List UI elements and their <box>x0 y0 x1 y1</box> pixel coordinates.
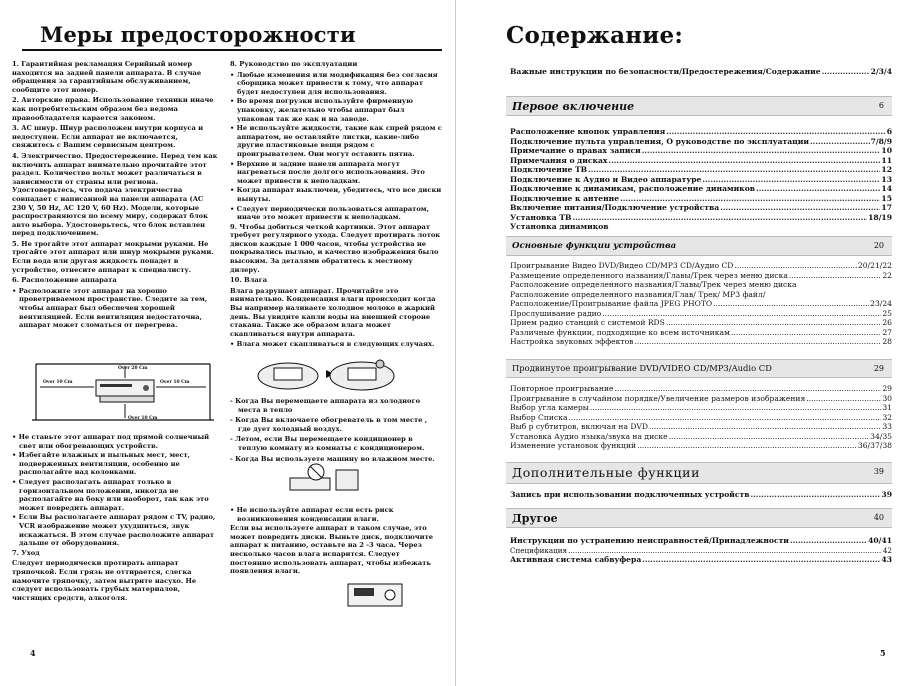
bullet-paragraph: • Расположите этот аппарат на хорошо проветриваемом пространстве. Следите за тем, чтобы аппарат был обеспечен хорошей вентиляцией. Если вентиляция недостаточна, аппарат может сломаться от перегрева. <box>12 286 208 330</box>
toc-entry-title: Включение питания/Подключение устройства <box>510 203 720 212</box>
contents-title: Содержание: <box>506 22 684 49</box>
toc-entry-title: Настройка звуковых эффектов <box>510 337 634 346</box>
toc-leader-dots <box>608 156 880 166</box>
bullet-paragraph: • Не ставьте этот аппарат под прямой солнечный свет или обогревающих устройств. <box>12 433 210 450</box>
toc-entry-title: Выбор Списка <box>510 412 568 422</box>
section-heading: Продвинутое проигрывание DVD/VIDEO CD/MP3/Audio CD <box>512 363 772 373</box>
toc-entry-page: 12 <box>881 165 892 174</box>
clearance-label-top: Over 20 Cm <box>118 366 148 371</box>
toc-entry-page: 11 <box>881 155 892 165</box>
toc-entry-page: 42 <box>882 545 892 555</box>
right-column-top <box>230 60 442 350</box>
toc-entry-title: Подключение к антенне <box>510 193 620 203</box>
bullet-paragraph: • Не используйте жидкости, такие как спрей рядом с аппаратом, не оставляйте листки, какие-либо другие пластиковые вещи рядом с проигрывателем. Они могут оставить пятна. <box>230 124 442 158</box>
toc-entry-page: 2/3/4 <box>870 67 892 76</box>
bullet-paragraph: • Верхние и задние панели аппарата могут нагреваться после долгого использования. Это может привести к неполадкам. <box>230 159 425 185</box>
section-paragraph: 2. Авторские права. Использование техники иначе как потребительским образом без ведома правообладателя карается законом. <box>12 96 214 122</box>
clearance-label-bottom: Over 10 Cm <box>128 416 158 421</box>
section-heading: Другое <box>512 512 558 525</box>
toc-leader-dots <box>790 536 867 546</box>
left-column-bottom <box>12 433 218 604</box>
toc-entry-title: Подключение ТВ <box>510 165 588 174</box>
toc-entry[interactable] <box>510 261 892 271</box>
toc-entry[interactable] <box>510 318 892 328</box>
section-paragraph: 3. AC шнур. Шнур расположен внутри корпуса и недоступен. Если аппарат не включается, свяжитесь с Вашим сервисным центром. <box>12 124 204 150</box>
bullet-paragraph: • Любые изменения или модификация без согласия сборщика может привести к тому, что аппарат будет недоступен для использования. <box>230 70 438 96</box>
toc-entry-page: 23/24 <box>870 299 892 308</box>
section-paragraph: 7. Уход <box>12 548 40 557</box>
toc-entry[interactable] <box>510 127 892 137</box>
toc-entry-page: 33 <box>882 422 892 431</box>
toc-entry-page: 17 <box>881 203 892 212</box>
condensation-illustration <box>250 350 400 395</box>
unit-clock-illustration <box>340 578 410 612</box>
toc-entry-page: 7/8/9 <box>870 136 892 146</box>
toc-entry[interactable] <box>510 290 892 300</box>
toc-entry[interactable] <box>510 490 892 500</box>
toc-entry[interactable] <box>510 165 892 175</box>
page-number: 4 <box>30 648 36 658</box>
toc-entry[interactable] <box>510 213 892 223</box>
section-heading: Первое включение <box>512 100 635 113</box>
section-page: 20 <box>873 241 884 250</box>
section-paragraph: 4. Электричество. Предостережение. Перед тем как включить аппарат внимательно прочитайте этот раздел. Количество вольт может различаться в зависимости от страны или региона. Удостоверьтесь, что подача электричества совпадает с написанной на панели аппарата (AC 230 V, 50 Hz, AC 120 V, 60 Hz). Модели, которые распространяются по всему миру, содержат блок авто выбора. Удостоверьтесь, что блок вставлен перед подключением. <box>12 151 218 238</box>
section-band-first-start <box>506 96 892 116</box>
section-paragraph: 8. Руководство по эксплуатации <box>230 60 358 68</box>
toc-entry[interactable] <box>510 432 892 442</box>
toc-entry[interactable] <box>510 337 892 347</box>
section-heading: Основные функции устройства <box>512 241 677 251</box>
toc-entry[interactable] <box>510 203 892 213</box>
toc-entry-page: 26 <box>882 318 892 327</box>
toc-leader-dots <box>642 146 881 156</box>
bullet-paragraph: • Следует располагать аппарат только в горизонтальном положении, никогда не располагайте на боку или наоборот, так как это может повредить аппарат. <box>12 477 209 512</box>
section-band-advanced-playback <box>506 359 892 378</box>
toc-entry-page: 20/21/22 <box>857 261 892 270</box>
toc-entry-page: 18/19 <box>868 212 892 222</box>
toc-entry[interactable] <box>510 156 892 166</box>
toc-entry-title: Расположение/Проигрывание файла JPEG PHOTO <box>510 299 713 308</box>
toc-entry-title: Прослушивание радио <box>510 308 602 318</box>
toc-entry[interactable] <box>510 328 892 338</box>
toc-entry-title: Выбор угла камеры <box>510 403 589 412</box>
toc-entry-title: Примечание о правах записи <box>510 146 641 155</box>
toc-leader-dots <box>713 299 869 309</box>
section-paragraph: Следует периодически протирать аппарат тряпочкой. Если грязь не оттирается, слегка намочите тряпочку, затем вытрите насухо. Не следует использовать грубых материалов, чистящих средств, алкоголя. <box>12 559 197 602</box>
toc-entry-page: 28 <box>882 337 892 346</box>
toc-entry[interactable] <box>510 299 892 309</box>
toc-leader-dots <box>666 127 885 137</box>
bullet-paragraph: • Во время погрузки используйте фирменную упаковку, желательно чтобы аппарат был упакован так же как и на заводе. <box>230 97 414 123</box>
toc-entry-title: Проигрывание в случайном порядке/Увеличение размеров изображения <box>510 393 806 403</box>
toc-entry-title: Различные функции, подходящие ко всем источникам <box>510 327 730 337</box>
toc-leader-dots <box>789 271 881 281</box>
condensation-cases <box>230 397 442 465</box>
section-paragraph: 10. Влага <box>230 276 268 285</box>
section-paragraph: Влага разрушает аппарат. Прочитайте это внимательно. Конденсация влаги происходит когда Вы например наливаете холодное молоко в жаркий день. Вы увидите капли воды на внешней стороне стакана. Также же образом влага может скапливаться внутри аппарата. <box>230 286 436 338</box>
toc-entry-page: 13 <box>881 174 892 184</box>
toc-entry-page: 31 <box>882 403 892 412</box>
toc-leader-dots <box>734 261 856 271</box>
bullet-paragraph: • Не используйте аппарат если есть риск возникновения конденсации влаги. <box>230 506 394 523</box>
toc-entry[interactable] <box>510 413 892 423</box>
toc-entry-page: 22 <box>882 270 892 280</box>
toc-entry-title: Активная система сабвуфера <box>510 555 642 564</box>
toc-entry-title: Установка ТВ <box>510 212 572 222</box>
toc-entry-title: Примечания о дисках <box>510 155 608 165</box>
toc-entry-title: Подключение пульта управления, О руководстве по эксплуатации <box>510 136 810 146</box>
section-paragraph: 9. Чтобы добиться четкой картинки. Этот аппарат требует регулярного ухода. Следует протирать лоток дисков каждые 1 000 часов, чтобы устройства не покрывались пылью, и качество изображения было высоким. За деталями обратитесь к местному дилеру. <box>230 222 441 274</box>
toc-entry-title: Установка Аудио языка/звука на диске <box>510 431 668 441</box>
toc-leader-dots <box>572 213 867 223</box>
right-column-bottom <box>230 506 442 578</box>
toc-entry-page: 6 <box>886 127 892 136</box>
toc-leader-dots <box>637 441 857 451</box>
toc-entry-title: Расположение определенного названия/Глав/ Трек/ МP3 файл/ <box>510 289 766 299</box>
toc-leader-dots <box>751 490 881 500</box>
dash-item: - Когда Вы перемещаете аппарата из холодного места в тепло <box>230 397 421 414</box>
toc-entry-title: Повторное проигрывание <box>510 384 614 393</box>
toc-entry-page: 40/41 <box>868 536 892 545</box>
toc-leader-dots <box>731 328 881 338</box>
toc-leader-dots <box>615 384 882 394</box>
toc-entry-title: Инструкции по устранению неисправностей/Принадлежности <box>510 536 789 545</box>
toc-leader-dots <box>806 394 881 404</box>
toc-entry-page: 39 <box>881 490 892 499</box>
toc-entry-title: Важные инструкции по безопасности/Предостережения/Содержание <box>510 67 821 76</box>
toc-entry-title: Запись при использовании подключенных устройств <box>510 490 750 499</box>
toc-leader-dots <box>620 194 880 204</box>
toc-entry[interactable] <box>510 422 892 432</box>
clearance-label-left: Over 10 Cm <box>43 380 73 385</box>
toc-leader-dots <box>669 432 869 442</box>
toc-leader-dots <box>590 403 881 413</box>
toc-entry[interactable] <box>510 271 892 281</box>
section-paragraph: Если вы используете аппарат в таком случае, это может повредить диски. Выньте диск, подключите аппарат к питанию, оставьте на 2 -3 часа. Через несколько часов влага испарится. Следует постоянно использовать аппарат, чтобы избежать появления влаги. <box>230 524 434 576</box>
toc-entry[interactable] <box>510 309 892 319</box>
bullet-paragraph: • Избегайте влажных и пыльных мест, мест, подверженных вентиляции, особенно не располагайте над колонками. <box>12 451 190 477</box>
clearance-label-right: Over 10 Cm <box>160 380 190 385</box>
toc-leader-dots <box>649 422 881 432</box>
toc-entry-title: Выб р субтитров, включая на DVD <box>510 422 648 431</box>
toc-entry[interactable] <box>510 441 892 451</box>
section-page: 40 <box>873 513 884 522</box>
toc-entry[interactable] <box>510 184 892 194</box>
toc-entry[interactable] <box>510 384 892 394</box>
toc-entry[interactable] <box>510 394 892 404</box>
section-band-other <box>506 508 892 528</box>
toc-entry[interactable] <box>510 403 892 413</box>
toc-leader-dots <box>720 203 880 213</box>
dash-item: - Летом, если Вы перемещаете кондиционер в теплую комнату из комнаты с кондиционером. <box>230 435 425 452</box>
toc-entry[interactable] <box>510 546 892 556</box>
toc-leader-dots <box>588 165 880 175</box>
section-paragraph: 5. Не трогайте этот аппарат мокрыми руками. Не трогайте этот аппарат или шнур мокрыми руками. Если вода или другая жидкость попадет в устройство, отнесите аппарат к специалисту. <box>12 239 214 274</box>
toc-leader-dots <box>569 413 882 423</box>
dash-item: - Когда Вы используете машину во влажном месте. <box>230 454 435 463</box>
bullet-paragraph: • Следует периодически пользоваться аппаратом, иначе это может привести к неполадкам. <box>230 204 429 222</box>
player-warning-illustration <box>286 460 366 500</box>
section-entries-basic-functions <box>510 261 892 347</box>
toc-entry-title: Размещение определенного названия/Главы/Трек через меню диска <box>510 270 788 280</box>
page-title: Меры предосторожности <box>40 22 356 47</box>
section-page: 39 <box>873 467 884 476</box>
toc-leader-dots <box>602 309 881 319</box>
toc-leader-dots <box>810 137 870 147</box>
toc-entry-title: Расположение кнопок управления <box>510 127 666 136</box>
section-heading: Дополнительные функции <box>512 465 701 480</box>
toc-entry-title: Изменение установок функций <box>510 441 637 450</box>
toc-entry[interactable] <box>510 146 892 156</box>
toc-entry-page: 25 <box>882 308 892 318</box>
toc-entry[interactable] <box>510 555 892 565</box>
bullet-paragraph: • Если Вы располагаете аппарат рядом с TV, радио, VCR изображение может ухудшиться, звук искажаться. В этом случае расположите аппарат дальше от оборудования. <box>12 513 216 548</box>
toc-leader-dots <box>702 175 880 185</box>
section-entries-advanced-playback <box>510 384 892 451</box>
toc-entry-page: 34/35 <box>870 431 892 441</box>
section-page: 29 <box>873 364 884 373</box>
toc-entry[interactable] <box>510 536 892 546</box>
left-column-top <box>12 60 218 331</box>
bullet-paragraph: • Когда аппарат выключен, убедитесь, что все диски вынуты. <box>230 186 442 203</box>
toc-entry-page: 14 <box>881 184 892 193</box>
section-band-additional-functions <box>506 462 892 484</box>
toc-entry-page: 27 <box>882 327 892 337</box>
toc-leader-dots <box>642 555 880 565</box>
toc-leader-dots <box>756 184 880 194</box>
toc-entry-title: Прием радио станций с системой RDS <box>510 318 665 327</box>
toc-entry[interactable] <box>510 137 892 147</box>
section-entries-first-start <box>510 127 892 232</box>
toc-entry-page: 10 <box>881 146 892 155</box>
section-entries-additional-functions <box>510 490 892 500</box>
toc-leader-dots <box>634 337 881 347</box>
toc-leader-dots <box>666 318 882 328</box>
toc-entry-title: Установка динамиков <box>510 222 609 231</box>
section-paragraph: 1. Гарантийная рекламация Серийный номер находится на задней панели аппарата. В случае обращения за гарантийным обслуживанием, сообщите этот номер. <box>12 60 202 94</box>
toc-entry[interactable] <box>510 175 892 185</box>
toc-entry-page: 15 <box>881 193 892 203</box>
toc-entry-page: 43 <box>881 555 892 564</box>
dash-item: - Когда Вы включаете обогреватель в том месте , где дует холодный воздух. <box>230 416 428 433</box>
toc-entry[interactable] <box>510 280 892 290</box>
right-page <box>456 0 912 686</box>
page-number: 5 <box>880 648 886 658</box>
toc-entry-page: 36/37/38 <box>857 441 892 450</box>
title-rule <box>22 49 442 51</box>
section-page: 6 <box>878 101 884 110</box>
bullet-paragraph: • Влага может скапливаться в следующих случаях. <box>230 340 435 349</box>
toc-top-entry <box>510 67 892 77</box>
section-paragraph: 6. Расположение аппарата <box>12 276 117 285</box>
toc-entry-page: 29 <box>882 384 892 393</box>
toc-entry-page: 30 <box>882 393 892 403</box>
toc-entry[interactable] <box>510 194 892 204</box>
toc-entry-page: 32 <box>882 412 892 422</box>
toc-leader-dots <box>568 546 882 556</box>
section-band-basic-functions <box>506 236 892 256</box>
toc-entry-title: Подключение к Аудио и Видео аппаратуре <box>510 174 702 184</box>
toc-entry-title: Подключение к динамикам, расположение динамиков <box>510 184 756 193</box>
toc-entry-title: Спецификация <box>510 545 568 555</box>
toc-entry-title: Проигрывание Видео DVD/Видео CD/MP3 CD/Аудио CD <box>510 261 734 270</box>
section-entries-other <box>510 536 892 565</box>
toc-entry[interactable] <box>510 222 892 232</box>
toc-entry-title: Расположение определенного названия/Главы/Трек через меню диска <box>510 280 797 289</box>
